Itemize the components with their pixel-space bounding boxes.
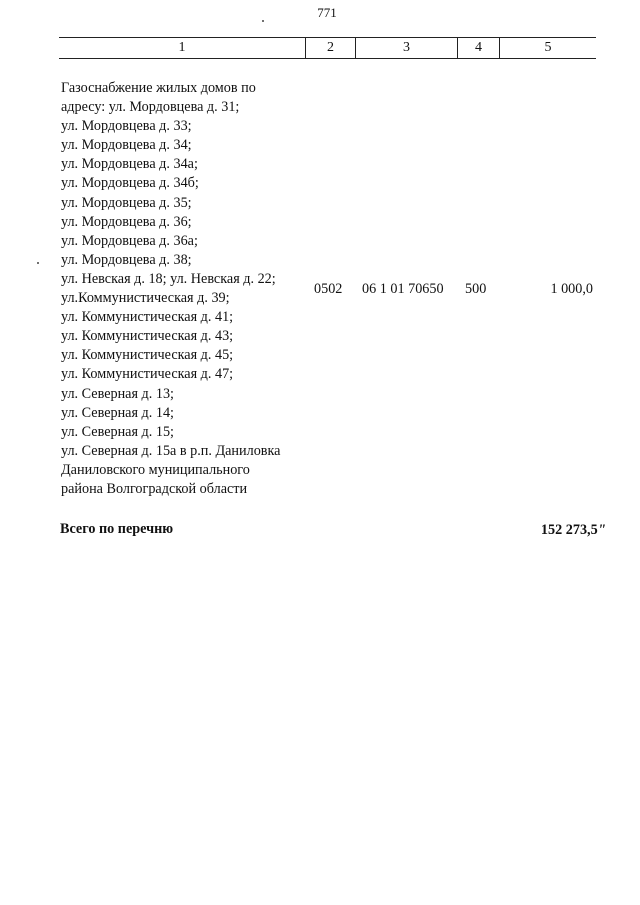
description-line: ул. Мордовцева д. 36а; bbox=[61, 232, 198, 249]
description-line: ул. Мордовцева д. 34а; bbox=[61, 156, 198, 173]
description-line: Газоснабжение жилых домов по bbox=[61, 80, 256, 96]
total-value bbox=[541, 522, 606, 539]
description-line: ул. Северная д. 13; bbox=[61, 385, 174, 402]
description-line: ул. Северная д. 15; bbox=[61, 423, 174, 440]
header-col-2: 2 bbox=[305, 38, 355, 58]
page-number: 771 bbox=[317, 5, 337, 20]
scan-speck bbox=[37, 262, 39, 264]
header-col-3: 3 bbox=[355, 38, 457, 58]
total-label: Всего по перечню bbox=[60, 521, 174, 537]
description-line: ул. Мордовцева д. 33; bbox=[61, 118, 192, 135]
row-description bbox=[61, 79, 306, 499]
description-line: ул. Коммунистическая д. 47; bbox=[61, 366, 234, 383]
amount: 1 000,0 bbox=[550, 281, 593, 297]
description-line: ул. Мордовцева д. 34б; bbox=[61, 175, 199, 192]
description-line: ул. Невская д. 18; ул. Невская д. 22; bbox=[61, 270, 276, 287]
description-line: ул. Коммунистическая д. 41; bbox=[61, 309, 234, 326]
header-col-5: 5 bbox=[499, 38, 596, 58]
header-col-1: 1 bbox=[178, 40, 186, 55]
table-header bbox=[59, 37, 596, 59]
closing-mark: " bbox=[597, 522, 606, 538]
target-article: 06 1 01 70650 bbox=[362, 281, 444, 297]
description-line: ул. Мордовцева д. 34; bbox=[61, 137, 192, 154]
description-line: ул.Коммунистическая д. 39; bbox=[61, 290, 230, 307]
scan-speck bbox=[262, 20, 264, 22]
section-code: 0502 bbox=[314, 281, 343, 297]
expense-type: 500 bbox=[465, 281, 487, 297]
description-line: адресу: ул. Мордовцева д. 31; bbox=[61, 99, 240, 116]
description-line: ул. Северная д. 15а в р.п. Даниловка bbox=[61, 442, 281, 459]
description-line: ул. Мордовцева д. 38; bbox=[61, 251, 192, 268]
description-line: ул. Коммунистическая д. 43; bbox=[61, 328, 234, 345]
header-col-4: 4 bbox=[457, 38, 499, 58]
description-line: ул. Коммунистическая д. 45; bbox=[61, 347, 234, 364]
description-line: ул. Мордовцева д. 36; bbox=[61, 213, 192, 230]
description-line: ул. Северная д. 14; bbox=[61, 404, 174, 421]
description-line: района Волгоградской области bbox=[61, 480, 248, 497]
total-amount: 152 273,5 bbox=[540, 522, 598, 538]
description-line: Даниловского муниципального bbox=[61, 461, 250, 478]
description-line: ул. Мордовцева д. 35; bbox=[61, 194, 192, 211]
